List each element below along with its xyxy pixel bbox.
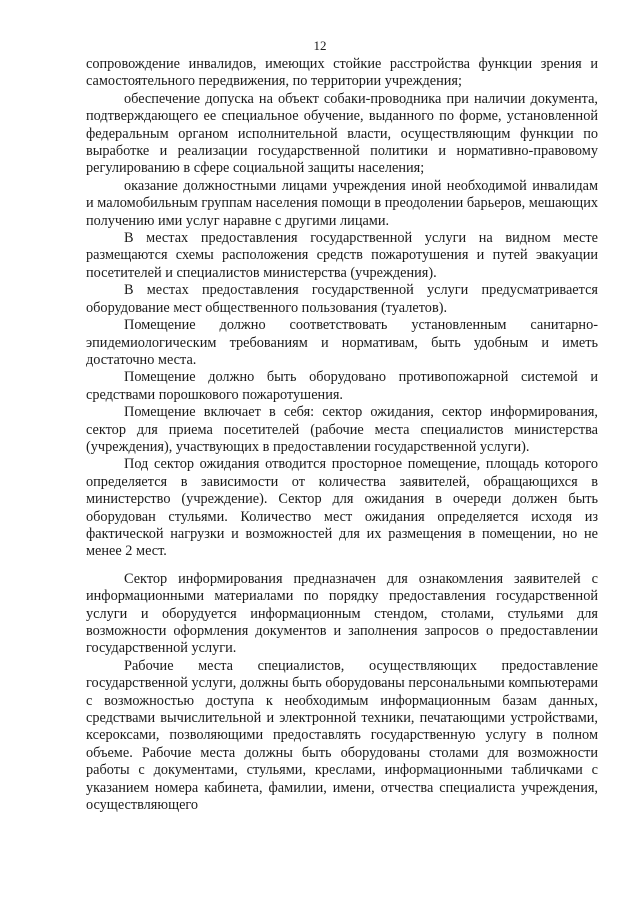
paragraph-9: Под сектор ожидания отводится просторное помещение, площадь которого определяется в зависимости от количества заявителей, обращающихся в министерство (учреждение). Сектор для ожидания в очереди должен быть оборудован стульями. Количество мест ожидания определяется исходя из фактической нагрузки и возможностей для их размещения в помещении, но не менее 2 мест.	[86, 456, 598, 560]
paragraph-11: Рабочие места специалистов, осуществляющих предоставление государственной услуги, должны быть оборудованы персональными компьютерами с возможностью доступа к необходимым информационным базам данных, средствами вычислительной и электронной техники, печатающими устройствами, ксероксами, позволяющими предоставлять государственную услугу в полном объеме. Рабочие места должны быть оборудованы столами для возможности работы с документами, стульями, креслами, информационными табличками с указанием номера кабинета, фамилии, имени, отчества специалиста учреждения, осуществляющего	[86, 657, 598, 814]
paragraph-1: сопровождение инвалидов, имеющих стойкие расстройства функции зрения и самостоятельного передвижения, по территории учреждения;	[86, 56, 598, 90]
paragraph-4: В местах предоставления государственной услуги на видном месте размещаются схемы расположения средств пожаротушения и путей эвакуации посетителей и специалистов министерства (учреждения).	[86, 230, 598, 281]
paragraph-8: Помещение включает в себя: сектор ожидания, сектор информирования, сектор для приема посетителей (рабочие места специалистов министерства (учреждения), участвующих в предоставлении государственной услуги).	[86, 404, 598, 455]
document-body	[86, 56, 598, 814]
paragraph-5: В местах предоставления государственной услуги предусматривается оборудование мест общественного пользования (туалетов).	[86, 282, 598, 316]
paragraph-10: Сектор информирования предназначен для ознакомления заявителей с информационными материалами по порядку предоставления государственной услуги и оборудуется информационным стендом, столами, стульями для возможности оформления документов и заполнения запросов о предоставлении государственной услуги.	[86, 570, 598, 657]
paragraph-3: оказание должностными лицами учреждения иной необходимой инвалидам и маломобильным группам населения помощи в преодолении барьеров, мешающих получению ими услуг наравне с другими лицами.	[86, 177, 598, 229]
paragraph-2: обеспечение допуска на объект собаки-проводника при наличии документа, подтверждающего ее специальное обучение, выданного по форме, установленной федеральным органом исполнительной власти, осуществляющим функции по выработке и реализации государственной политики и нормативно-правовому регулированию в сфере социальной защиты населения;	[86, 90, 598, 177]
paragraph-6: Помещение должно соответствовать установленным санитарно-эпидемиологическим требованиям и нормативам, быть удобным и иметь достаточно места.	[86, 317, 598, 368]
page-number: 12	[313, 38, 327, 53]
paragraph-7: Помещение должно быть оборудовано противопожарной системой и средствами порошкового пожаротушения.	[86, 369, 598, 403]
